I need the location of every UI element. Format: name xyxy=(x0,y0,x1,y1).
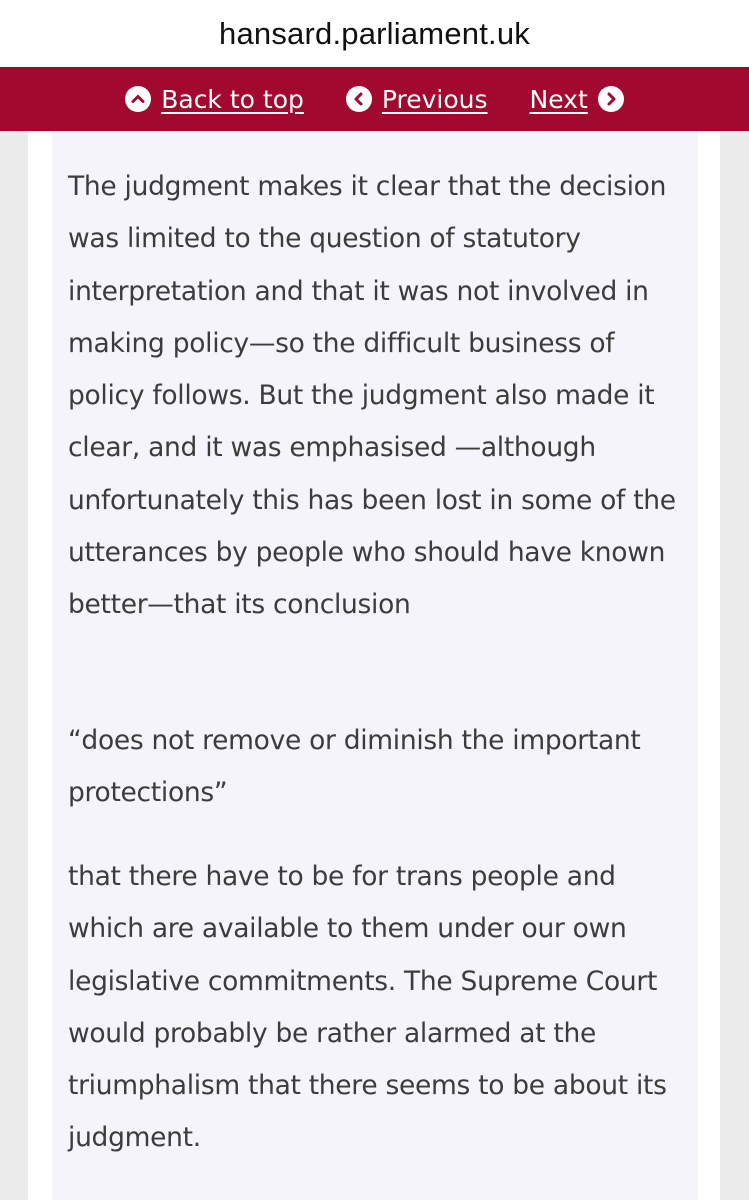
back-to-top-label: Back to top xyxy=(161,84,304,114)
chevron-up-circle-icon xyxy=(125,86,151,112)
quoted-text: “does not remove or diminish the important protections” xyxy=(68,725,641,809)
contribution-paragraph: that there have to be for trans people and which are available to them under our own legislative commitments. The Supreme Court would probably be rather alarmed at the triumphalism that there seems to be about its judgment. xyxy=(68,861,667,1154)
next-link[interactable] xyxy=(530,85,624,114)
next-label: Next xyxy=(529,84,588,114)
back-to-top-link[interactable] xyxy=(125,85,304,114)
contribution-paragraph: The judgment makes it clear that the decision was limited to the question of statutory interpretation and that it was not involved in making policy—so the difficult business of policy follows. But the judgment also made it clear, and it was emphasised —although unfortunately this has been lost in some of the utterances by people who should have known better—that its conclusion xyxy=(68,171,676,621)
debate-contribution xyxy=(52,131,698,1200)
chevron-right-circle-icon xyxy=(598,86,624,112)
url-text[interactable]: hansard.parliament.uk xyxy=(219,15,530,51)
hansard-nav-bar xyxy=(0,67,749,131)
chevron-left-circle-icon xyxy=(346,86,372,112)
browser-address-bar[interactable] xyxy=(0,0,749,67)
previous-label: Previous xyxy=(381,84,488,114)
previous-link[interactable] xyxy=(346,85,488,114)
